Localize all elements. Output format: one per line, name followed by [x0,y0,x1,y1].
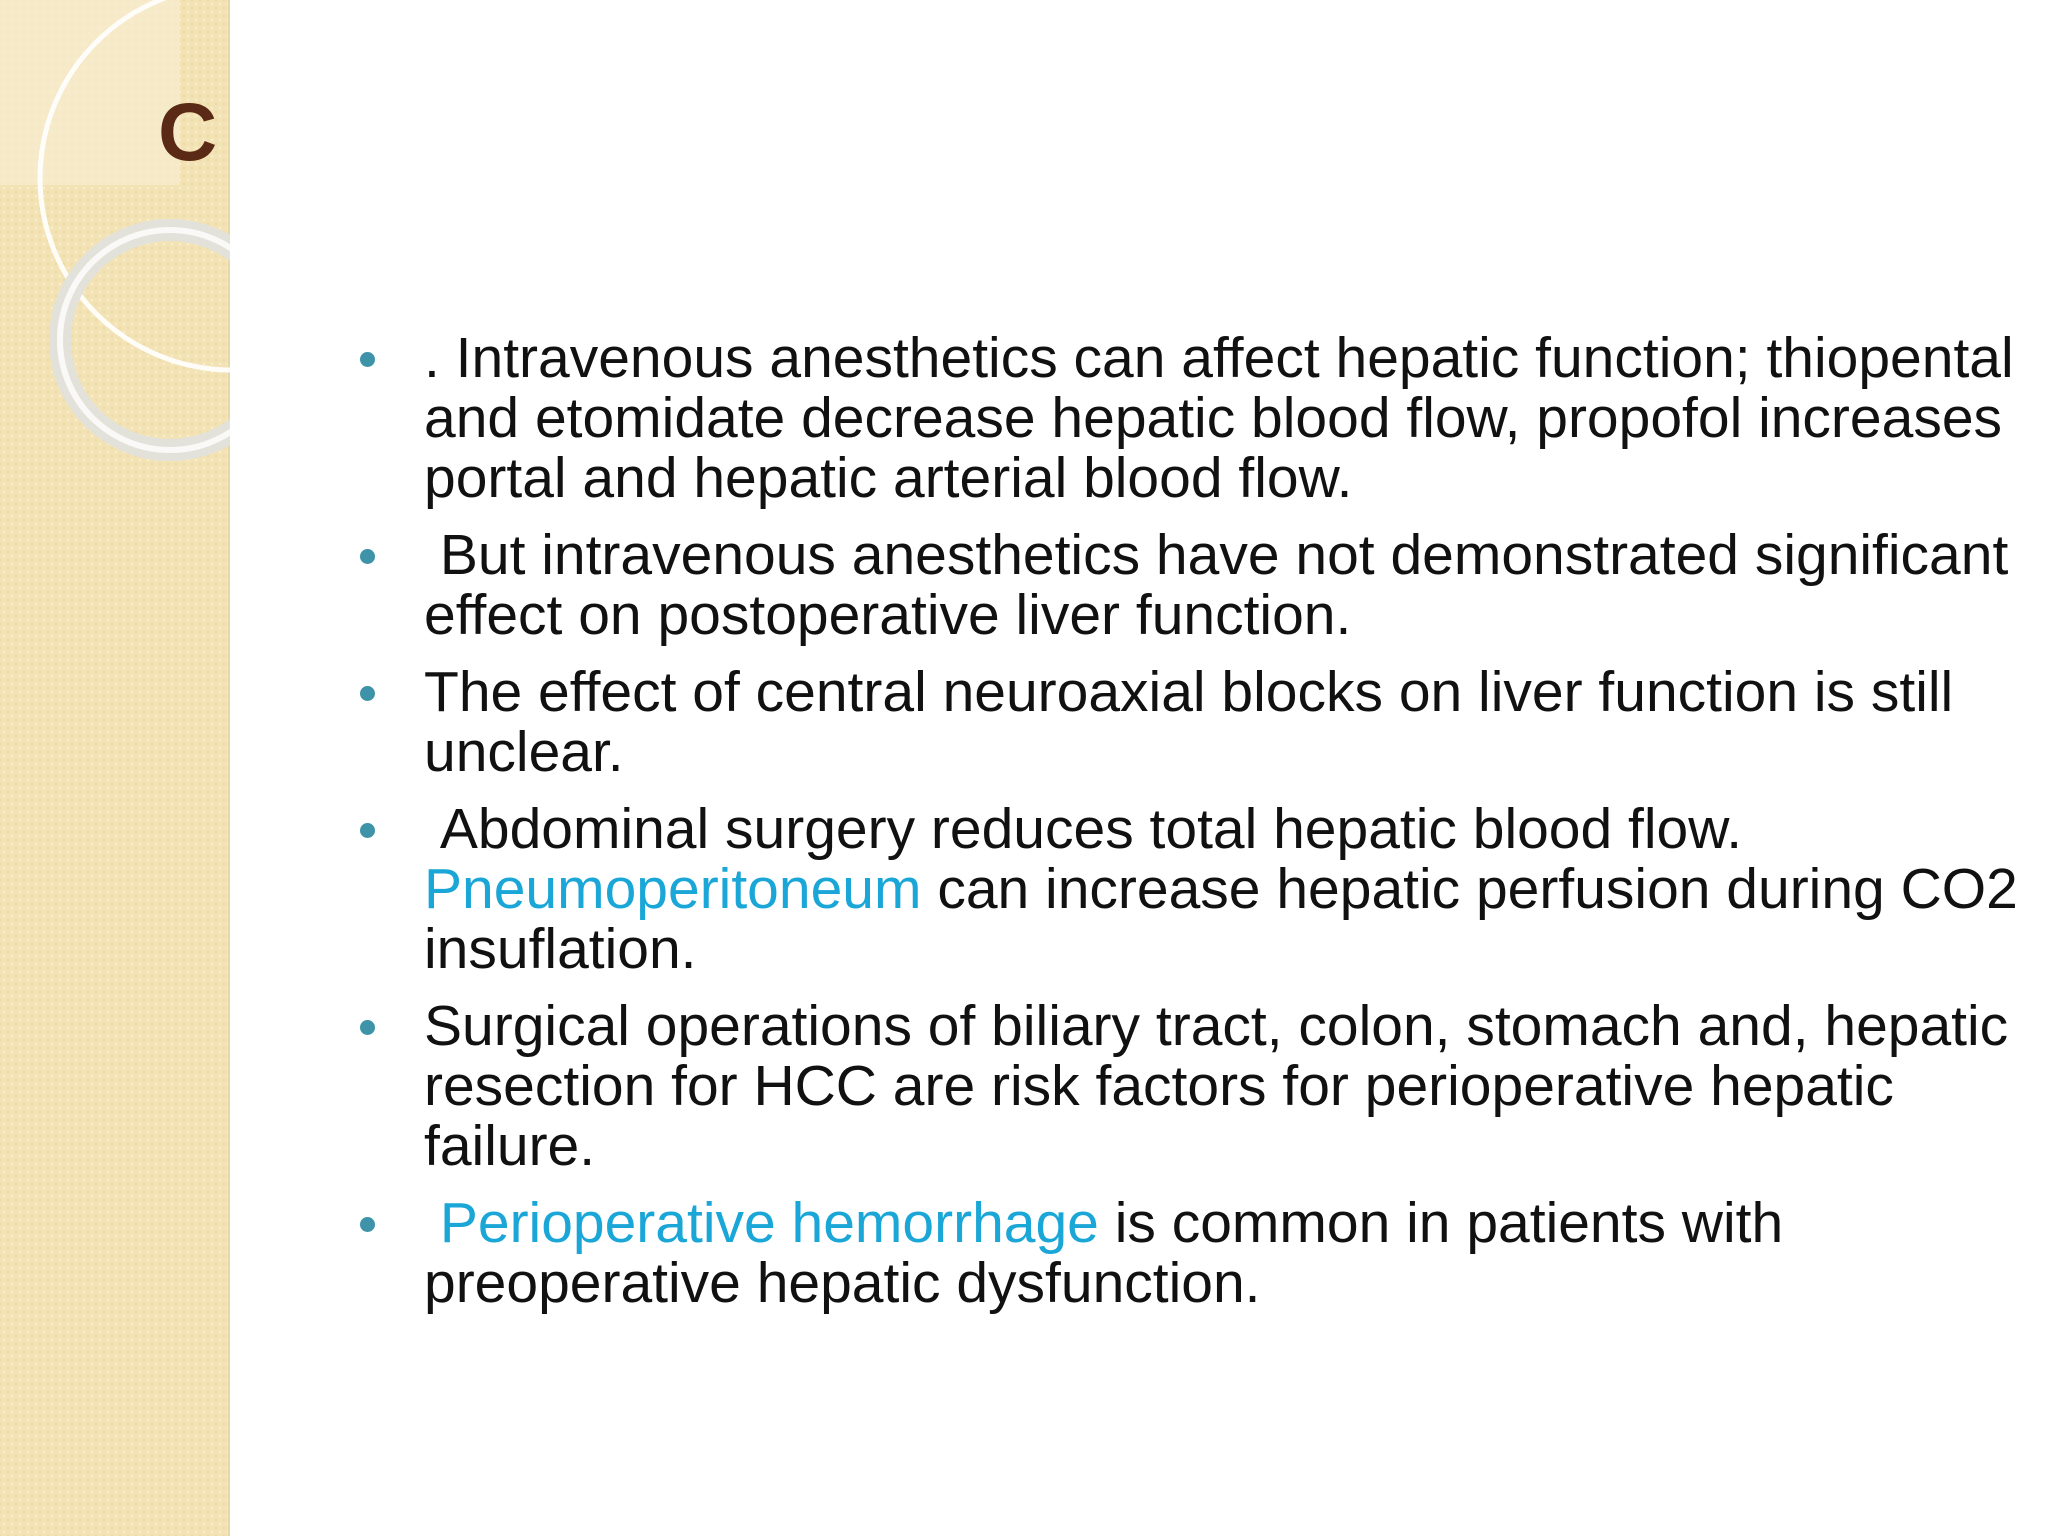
bullet-dot-icon [360,1020,375,1035]
bullet-item [358,994,2025,1178]
bullet-list [358,326,2034,1330]
bullet-text: Surgical operations of biliary tract, colon, stomach and, hepatic resection for HCC are risk factors for perioperative hepatic failure. [424,994,2025,1178]
bullet-text: . Intravenous anesthetics can affect hepatic function; thiopental and etomidate decrease hepatic blood flow, propofol increases portal and hepatic arterial blood flow. [424,326,2030,510]
bullet-text: Abdominal surgery reduces total hepatic blood flow. [424,797,1758,861]
bullet-text [424,1191,440,1255]
bullet-item [358,1193,2018,1313]
bullet-item [358,797,2034,981]
bullet-text: But intravenous anesthetics have not demonstrated significant effect on postoperative liver function. [424,523,2025,647]
highlighted-term: Perioperative hemorrhage [439,1191,1099,1255]
bullet-dot-icon [360,352,375,367]
bullet-dot-icon [360,686,375,701]
bullet-dot-icon [360,549,375,564]
bullet-dot-icon [360,823,375,838]
bullet-item [358,662,2018,782]
bullet-text: can increase hepatic perfusion during CO2 insuflation. [424,857,2034,981]
highlighted-term: Pneumoperitoneum [424,857,922,921]
bullet-item [358,523,2025,647]
bullet-item [358,326,2030,510]
bullet-text: The effect of central neuroaxial blocks on liver function is still unclear. [424,660,1970,784]
bullet-text: is common in patients with preoperative hepatic dysfunction. [424,1191,1800,1315]
decorative-rings-icon [0,0,230,520]
slide-title: C [158,87,218,178]
bullet-dot-icon [360,1217,375,1232]
